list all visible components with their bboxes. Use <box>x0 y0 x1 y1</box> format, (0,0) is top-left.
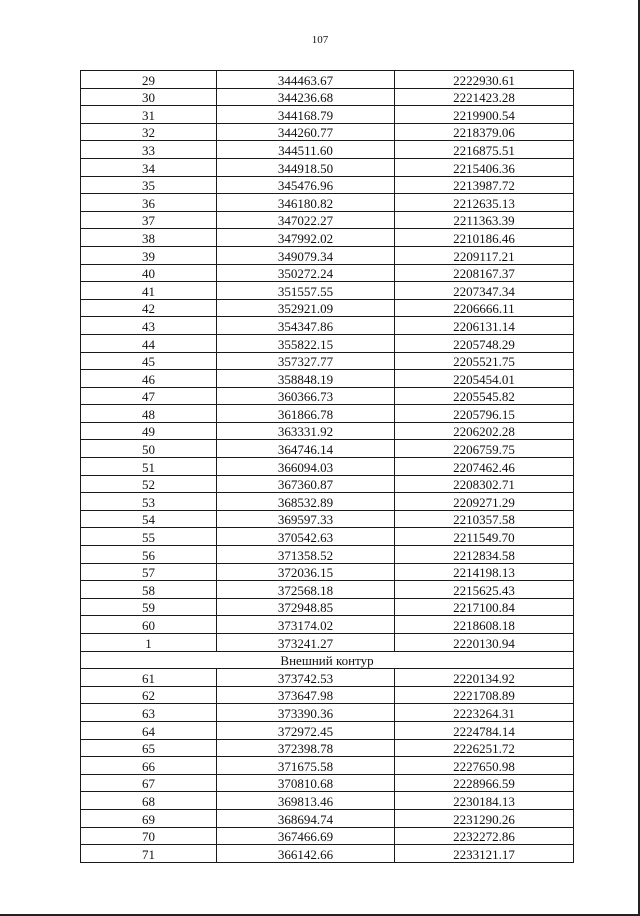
x-coordinate-cell: 350272.24 <box>217 264 395 282</box>
point-number-cell: 46 <box>81 370 217 388</box>
x-coordinate-cell: 372948.85 <box>217 598 395 616</box>
table-row <box>81 704 574 722</box>
x-coordinate-cell: 373174.02 <box>217 616 395 634</box>
y-coordinate-cell: 2214198.13 <box>395 563 574 581</box>
x-coordinate-cell: 344511.60 <box>217 141 395 159</box>
point-number-cell: 29 <box>81 71 217 89</box>
table-row <box>81 757 574 775</box>
x-coordinate-cell: 345476.96 <box>217 176 395 194</box>
y-coordinate-cell: 2226251.72 <box>395 739 574 757</box>
table-row <box>81 669 574 687</box>
x-coordinate-cell: 367360.87 <box>217 475 395 493</box>
point-number-cell: 53 <box>81 493 217 511</box>
y-coordinate-cell: 2232272.86 <box>395 827 574 845</box>
y-coordinate-cell: 2205748.29 <box>395 334 574 352</box>
point-number-cell: 49 <box>81 422 217 440</box>
table-row <box>81 422 574 440</box>
x-coordinate-cell: 347992.02 <box>217 229 395 247</box>
table-row <box>81 440 574 458</box>
y-coordinate-cell: 2217100.84 <box>395 598 574 616</box>
table-row <box>81 686 574 704</box>
x-coordinate-cell: 373647.98 <box>217 686 395 704</box>
y-coordinate-cell: 2212635.13 <box>395 194 574 212</box>
x-coordinate-cell: 372972.45 <box>217 721 395 739</box>
table-row <box>81 352 574 370</box>
y-coordinate-cell: 2215625.43 <box>395 581 574 599</box>
table-row <box>81 493 574 511</box>
point-number-cell: 48 <box>81 405 217 423</box>
point-number-cell: 1 <box>81 634 217 652</box>
y-coordinate-cell: 2222930.61 <box>395 71 574 89</box>
point-number-cell: 70 <box>81 827 217 845</box>
x-coordinate-cell: 361866.78 <box>217 405 395 423</box>
table-row <box>81 510 574 528</box>
y-coordinate-cell: 2211363.39 <box>395 211 574 229</box>
point-number-cell: 34 <box>81 158 217 176</box>
x-coordinate-cell: 371675.58 <box>217 757 395 775</box>
y-coordinate-cell: 2213987.72 <box>395 176 574 194</box>
table-row <box>81 581 574 599</box>
x-coordinate-cell: 344260.77 <box>217 123 395 141</box>
x-coordinate-cell: 366094.03 <box>217 458 395 476</box>
point-number-cell: 50 <box>81 440 217 458</box>
y-coordinate-cell: 2212834.58 <box>395 546 574 564</box>
y-coordinate-cell: 2209117.21 <box>395 246 574 264</box>
section-header: Внешний контур <box>81 651 574 669</box>
x-coordinate-cell: 349079.34 <box>217 246 395 264</box>
table-row <box>81 598 574 616</box>
y-coordinate-cell: 2223264.31 <box>395 704 574 722</box>
table-row <box>81 370 574 388</box>
table-row <box>81 792 574 810</box>
point-number-cell: 31 <box>81 106 217 124</box>
table-row <box>81 246 574 264</box>
y-coordinate-cell: 2230184.13 <box>395 792 574 810</box>
point-number-cell: 41 <box>81 282 217 300</box>
y-coordinate-cell: 2218379.06 <box>395 123 574 141</box>
x-coordinate-cell: 369813.46 <box>217 792 395 810</box>
table-row <box>81 809 574 827</box>
point-number-cell: 42 <box>81 299 217 317</box>
y-coordinate-cell: 2221708.89 <box>395 686 574 704</box>
x-coordinate-cell: 373241.27 <box>217 634 395 652</box>
table-row <box>81 176 574 194</box>
point-number-cell: 47 <box>81 387 217 405</box>
x-coordinate-cell: 346180.82 <box>217 194 395 212</box>
page-number: 107 <box>311 34 329 46</box>
point-number-cell: 57 <box>81 563 217 581</box>
x-coordinate-cell: 369597.33 <box>217 510 395 528</box>
x-coordinate-cell: 347022.27 <box>217 211 395 229</box>
x-coordinate-cell: 344918.50 <box>217 158 395 176</box>
y-coordinate-cell: 2206666.11 <box>395 299 574 317</box>
x-coordinate-cell: 372398.78 <box>217 739 395 757</box>
y-coordinate-cell: 2206759.75 <box>395 440 574 458</box>
x-coordinate-cell: 372568.18 <box>217 581 395 599</box>
table-row <box>81 774 574 792</box>
point-number-cell: 71 <box>81 845 217 863</box>
point-number-cell: 60 <box>81 616 217 634</box>
table-row <box>81 563 574 581</box>
x-coordinate-cell: 355822.15 <box>217 334 395 352</box>
point-number-cell: 62 <box>81 686 217 704</box>
table-row <box>81 458 574 476</box>
y-coordinate-cell: 2218608.18 <box>395 616 574 634</box>
point-number-cell: 51 <box>81 458 217 476</box>
table-row <box>81 282 574 300</box>
x-coordinate-cell: 344236.68 <box>217 88 395 106</box>
y-coordinate-cell: 2211549.70 <box>395 528 574 546</box>
x-coordinate-cell: 351557.55 <box>217 282 395 300</box>
y-coordinate-cell: 2221423.28 <box>395 88 574 106</box>
point-number-cell: 59 <box>81 598 217 616</box>
y-coordinate-cell: 2233121.17 <box>395 845 574 863</box>
x-coordinate-cell: 367466.69 <box>217 827 395 845</box>
y-coordinate-cell: 2206202.28 <box>395 422 574 440</box>
table-row <box>81 634 574 652</box>
y-coordinate-cell: 2205521.75 <box>395 352 574 370</box>
y-coordinate-cell: 2205454.01 <box>395 370 574 388</box>
table-row <box>81 88 574 106</box>
point-number-cell: 66 <box>81 757 217 775</box>
y-coordinate-cell: 2207347.34 <box>395 282 574 300</box>
y-coordinate-cell: 2219900.54 <box>395 106 574 124</box>
y-coordinate-cell: 2207462.46 <box>395 458 574 476</box>
x-coordinate-cell: 364746.14 <box>217 440 395 458</box>
x-coordinate-cell: 371358.52 <box>217 546 395 564</box>
y-coordinate-cell: 2210357.58 <box>395 510 574 528</box>
x-coordinate-cell: 360366.73 <box>217 387 395 405</box>
table-row <box>81 299 574 317</box>
point-number-cell: 63 <box>81 704 217 722</box>
table-row <box>81 546 574 564</box>
table-row <box>81 71 574 89</box>
coordinates-table-body-outer <box>81 669 574 863</box>
point-number-cell: 67 <box>81 774 217 792</box>
table-row <box>81 739 574 757</box>
x-coordinate-cell: 370542.63 <box>217 528 395 546</box>
y-coordinate-cell: 2224784.14 <box>395 721 574 739</box>
table-row <box>81 141 574 159</box>
section-header-row <box>81 651 574 669</box>
x-coordinate-cell: 357327.77 <box>217 352 395 370</box>
point-number-cell: 33 <box>81 141 217 159</box>
table-row <box>81 334 574 352</box>
x-coordinate-cell: 344463.67 <box>217 71 395 89</box>
point-number-cell: 43 <box>81 317 217 335</box>
y-coordinate-cell: 2220130.94 <box>395 634 574 652</box>
table-row <box>81 123 574 141</box>
point-number-cell: 37 <box>81 211 217 229</box>
point-number-cell: 68 <box>81 792 217 810</box>
x-coordinate-cell: 370810.68 <box>217 774 395 792</box>
x-coordinate-cell: 354347.86 <box>217 317 395 335</box>
x-coordinate-cell: 368694.74 <box>217 809 395 827</box>
y-coordinate-cell: 2206131.14 <box>395 317 574 335</box>
point-number-cell: 44 <box>81 334 217 352</box>
y-coordinate-cell: 2215406.36 <box>395 158 574 176</box>
x-coordinate-cell: 358848.19 <box>217 370 395 388</box>
y-coordinate-cell: 2220134.92 <box>395 669 574 687</box>
point-number-cell: 38 <box>81 229 217 247</box>
y-coordinate-cell: 2209271.29 <box>395 493 574 511</box>
point-number-cell: 54 <box>81 510 217 528</box>
y-coordinate-cell: 2227650.98 <box>395 757 574 775</box>
x-coordinate-cell: 373742.53 <box>217 669 395 687</box>
point-number-cell: 30 <box>81 88 217 106</box>
point-number-cell: 61 <box>81 669 217 687</box>
point-number-cell: 69 <box>81 809 217 827</box>
x-coordinate-cell: 344168.79 <box>217 106 395 124</box>
table-row <box>81 827 574 845</box>
coordinates-table-body-inner <box>81 71 574 652</box>
table-row <box>81 475 574 493</box>
x-coordinate-cell: 352921.09 <box>217 299 395 317</box>
y-coordinate-cell: 2231290.26 <box>395 809 574 827</box>
x-coordinate-cell: 366142.66 <box>217 845 395 863</box>
point-number-cell: 65 <box>81 739 217 757</box>
point-number-cell: 35 <box>81 176 217 194</box>
x-coordinate-cell: 373390.36 <box>217 704 395 722</box>
table-row <box>81 528 574 546</box>
table-row <box>81 616 574 634</box>
y-coordinate-cell: 2205796.15 <box>395 405 574 423</box>
table-row <box>81 845 574 863</box>
y-coordinate-cell: 2208302.71 <box>395 475 574 493</box>
y-coordinate-cell: 2216875.51 <box>395 141 574 159</box>
table-row <box>81 158 574 176</box>
x-coordinate-cell: 368532.89 <box>217 493 395 511</box>
y-coordinate-cell: 2205545.82 <box>395 387 574 405</box>
point-number-cell: 45 <box>81 352 217 370</box>
y-coordinate-cell: 2208167.37 <box>395 264 574 282</box>
table-row <box>81 264 574 282</box>
table-row <box>81 106 574 124</box>
point-number-cell: 58 <box>81 581 217 599</box>
table-row <box>81 229 574 247</box>
table-row <box>81 211 574 229</box>
y-coordinate-cell: 2228966.59 <box>395 774 574 792</box>
point-number-cell: 55 <box>81 528 217 546</box>
x-coordinate-cell: 372036.15 <box>217 563 395 581</box>
table-row <box>81 405 574 423</box>
point-number-cell: 56 <box>81 546 217 564</box>
table-row <box>81 721 574 739</box>
section-header-group <box>81 651 574 669</box>
y-coordinate-cell: 2210186.46 <box>395 229 574 247</box>
coordinates-table <box>80 70 574 863</box>
table-row <box>81 387 574 405</box>
point-number-cell: 36 <box>81 194 217 212</box>
point-number-cell: 39 <box>81 246 217 264</box>
table-row <box>81 317 574 335</box>
point-number-cell: 64 <box>81 721 217 739</box>
x-coordinate-cell: 363331.92 <box>217 422 395 440</box>
point-number-cell: 40 <box>81 264 217 282</box>
table-row <box>81 194 574 212</box>
point-number-cell: 52 <box>81 475 217 493</box>
point-number-cell: 32 <box>81 123 217 141</box>
